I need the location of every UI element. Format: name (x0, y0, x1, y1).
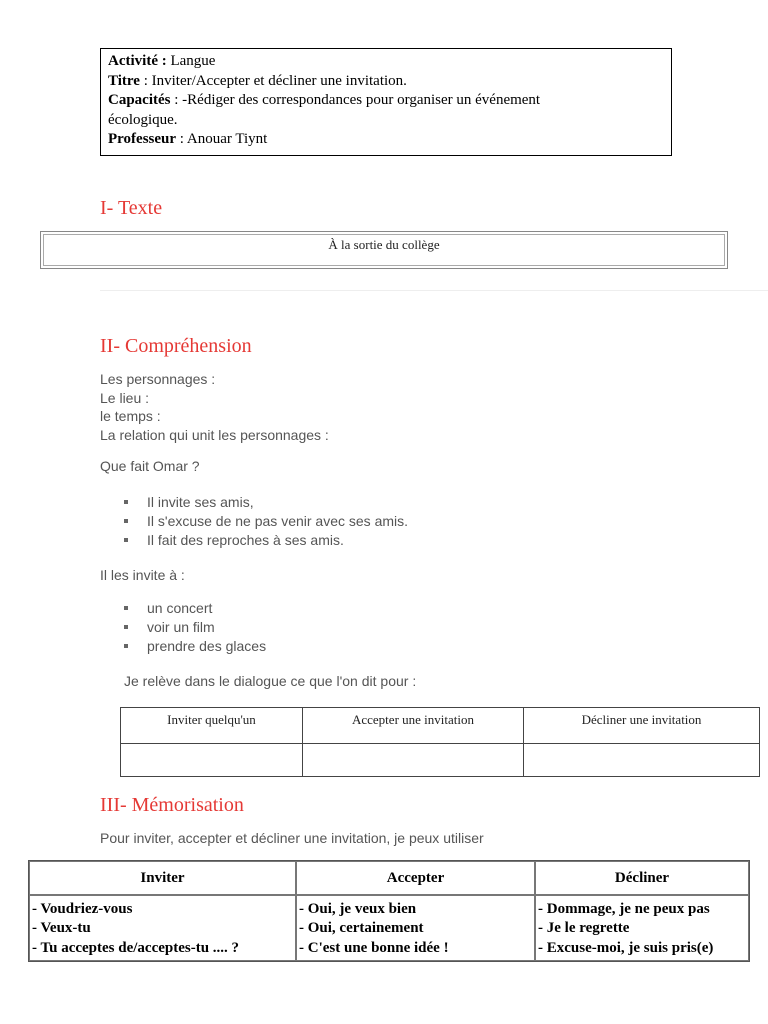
releve-instruction: Je relève dans le dialogue ce que l'on dit pour : (124, 673, 417, 689)
list-item-text: voir un film (147, 618, 215, 635)
list-item-text: prendre des glaces (147, 637, 267, 654)
list-item (124, 637, 266, 656)
activite-value: Langue (166, 53, 216, 69)
list-item (124, 512, 408, 531)
square-bullet-icon (124, 606, 128, 610)
table-header-row (121, 708, 760, 744)
header-inviter: Inviter (29, 861, 296, 895)
header-accepter: Accepter une invitation (303, 708, 524, 744)
activities-list (124, 599, 266, 655)
line-lieu: Le lieu : (100, 389, 150, 406)
header-decliner: Décliner (535, 861, 749, 895)
phrase: - Excuse-moi, je suis pris(e) (538, 939, 714, 956)
phrase: - Oui, certainement (299, 920, 424, 937)
cell-inviter[interactable] (121, 744, 303, 777)
cell-inviter-phrases (29, 895, 296, 961)
section-title-texte: I- Texte (100, 197, 163, 219)
list-item-text: Il fait des reproches à ses amis. (147, 531, 344, 548)
phrase: - C'est une bonne idée ! (299, 939, 449, 956)
cell-accepter[interactable] (303, 744, 524, 777)
capacites-label: Capacités (108, 92, 171, 108)
line-relation: La relation qui unit les personnages : (100, 426, 329, 443)
list-item-text: Il s'excuse de ne pas venir avec ses amis. (147, 512, 409, 529)
divider (100, 290, 768, 291)
capacites-value: : -Rédiger des correspondances pour organiser un événement (170, 92, 541, 108)
activite-label: Activité : (108, 53, 167, 69)
titre-value: : Inviter/Accepter et décliner une invitation. (139, 72, 407, 89)
phrase: - Veux-tu (32, 920, 91, 937)
titre-line (108, 72, 664, 92)
line-personnages: Les personnages : (100, 371, 216, 387)
professeur-value: : Anouar Tiynt (176, 131, 268, 147)
cell-accepter-phrases (296, 895, 535, 961)
square-bullet-icon (124, 625, 128, 629)
omar-options-list (124, 493, 408, 549)
header-box (100, 48, 672, 156)
section-title-memorisation: III- Mémorisation (100, 794, 244, 816)
professeur-line (108, 130, 664, 150)
square-bullet-icon (124, 644, 128, 648)
table-header-row (29, 861, 749, 895)
list-item (124, 618, 266, 637)
phrase: - Oui, je veux bien (299, 901, 417, 917)
line-temps: le temps : (100, 408, 161, 424)
list-item (124, 493, 408, 512)
table-row (29, 895, 749, 961)
capacites-line-2: écologique. (108, 111, 178, 128)
section-title-comprehension: II- Compréhension (100, 335, 252, 357)
header-accepter: Accepter (296, 861, 535, 895)
memorisation-table (28, 860, 750, 962)
cell-decliner-phrases (535, 895, 749, 961)
header-inviter: Inviter quelqu'un (121, 708, 303, 744)
phrase: - Dommage, je ne peux pas (538, 901, 710, 917)
header-decliner: Décliner une invitation (524, 708, 760, 744)
memorisation-intro: Pour inviter, accepter et décliner une invitation, je peux utiliser (100, 830, 484, 846)
invite-label: Il les invite à : (100, 567, 185, 583)
dialogue-table (120, 707, 760, 777)
texte-box (40, 231, 728, 269)
question-omar: Que fait Omar ? (100, 458, 200, 474)
square-bullet-icon (124, 500, 128, 504)
list-item (124, 599, 266, 618)
comprehension-lines (100, 370, 329, 444)
list-item-text: Il invite ses amis, (147, 494, 254, 510)
phrase: - Voudriez-vous (32, 901, 133, 917)
square-bullet-icon (124, 519, 128, 523)
table-row (121, 744, 760, 777)
texte-box-label: À la sortie du collège (328, 237, 440, 252)
phrase: - Tu acceptes de/acceptes-tu .... ? (32, 939, 240, 956)
cell-decliner[interactable] (524, 744, 760, 777)
professeur-label: Professeur (108, 131, 177, 147)
capacites-line (108, 91, 664, 111)
list-item-text: un concert (147, 600, 213, 616)
activite-line (108, 52, 664, 72)
square-bullet-icon (124, 538, 128, 542)
list-item (124, 531, 408, 550)
titre-label: Titre (108, 72, 140, 89)
phrase: - Je le regrette (538, 920, 630, 937)
